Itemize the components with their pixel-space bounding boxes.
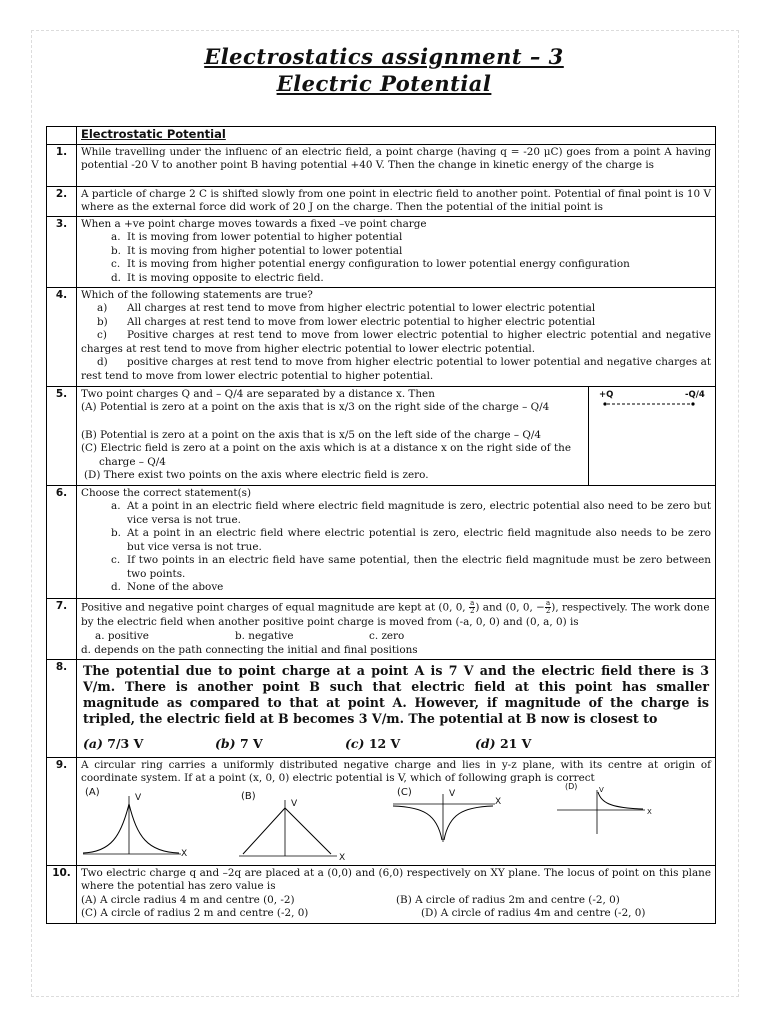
option-item: d. It is moving opposite to electric field. [111,271,324,284]
page-subtitle: Electric Potential [276,71,492,96]
axis-label: V [599,785,604,794]
graph-options [81,781,711,864]
graph-label: (B) [241,790,256,802]
option-item: (B) A circle of radius 2m and centre (-2, 0) [396,893,620,906]
graph-d-plot [549,786,689,864]
option-item: (c) 12 V [345,735,401,751]
question-text: The potential due to point charge at a point A is 7 V and the electric field there is 3 V/m. There is another point B such that electric field at this point has smaller magnitude as compared to that at point A. However, if magnitude of the charge is tripled, the electric field at B becomes 3 V/m. The potential at B now is closest to [83,662,709,726]
option-item: d. depends on the path connecting the initial and final positions [81,643,418,656]
fraction: $\frac{a}{2}$ [545,598,551,615]
graph-a-plot [81,786,231,864]
question-text: Two electric charge q and –2q are placed at a (0,0) and (6,0) respectively on XY plane. The locus of point on this plane where the potential has zero value is [81,866,711,892]
option-item: c. If two points in an electric field have same potential, then the electric field magnitude must be zero between two points. [111,554,711,580]
option-item: (a) 7/3 V [83,735,144,751]
graph-c [383,786,543,864]
option-item: b) All charges at rest tend to move from lower electric potential to higher electric potential [97,315,596,328]
option-item: (B) Potential is zero at a point on the axis that is x/5 on the left side of the charge – Q/4 [81,428,542,441]
option-item: (D) There exist two points on the axis where electric field is zero. [84,469,429,481]
question-row [47,216,716,287]
axis-label: X [647,807,652,816]
option-item: b. It is moving from higher potential to lower potential [111,244,403,257]
axis-label: X [339,852,346,863]
question-number: 7. [47,598,77,659]
option-item: a. At a point in an electric field where electric field magnitude is zero, electric potential also need to be zero but vice versa is not true. [111,500,711,526]
option-item: c. zero [369,630,405,642]
question-number: 4. [47,287,77,386]
question-text: Positive and negative point charges of equal magnitude are kept at (0, 0, $\frac{a}{2}$ ) and (0, 0, − $\frac{a}{2}$ ), respectively. The work done by the electric field when another positive point charge is moved from (-a, 0, 0) and (0, a, 0) is [81,598,710,628]
axis-label: V [291,798,298,809]
fraction: $\frac{a}{2}$ [469,598,475,615]
question-number: 2. [47,186,77,216]
page-title: Electrostatics assignment – 3 [204,44,564,69]
question-number: 8. [47,659,77,757]
q5-figure [589,387,715,485]
graph-label: (C) [397,786,412,798]
section-row [47,127,716,145]
option-item: a. positive [95,630,149,642]
question-row [47,757,716,865]
question-text: A particle of charge 2 C is shifted slowly from one point in electric field to another point. Potential of final point is 10 V where as the external force did work of 20 J on the charge. Then the potential of the initial point is [81,187,711,213]
option-item: b. At a point in an electric field where electric potential is zero, electric field magnitude also needs to be zero but vice versa is not true. [111,527,711,553]
option-item: c) Positive charges at rest tend to move from lower electric potential to higher electric potential and negative charges at rest tend to move from higher electric potential to lower electric potential. [81,329,711,355]
graph-d [549,781,689,864]
question-text: While travelling under the influenc of an electric field, a point charge (having q = -20 μC) goes from a point A having potential -20 V to another point B having potential +40 V. Then the change in kinetic energy of the charge is [81,145,711,171]
axis-label: X [181,848,188,859]
question-row [47,598,716,659]
graph-label: (D) [565,781,578,791]
question-row [47,386,716,485]
option-item: c. It is moving from higher potential energy configuration to lower potential energy configuration [111,258,630,270]
graph-c-plot [383,786,543,864]
option-item: (A) A circle radius 4 m and centre (0, -2) [81,893,295,906]
question-number: 6. [47,485,77,598]
question-row [47,186,716,216]
option-item: (C) A circle of radius 2 m and centre (-2, 0) [81,907,309,919]
option-item: d. None of the above [111,581,224,593]
axis-label: X [495,796,502,807]
question-number: 3. [47,216,77,287]
question-row [47,485,716,598]
question-number: 5. [47,386,77,485]
charge-label: +Q [599,389,614,400]
axis-label: V [135,792,142,803]
axis-label: V [449,788,456,799]
option-item: (d) 21 V [475,735,532,751]
section-heading: Electrostatic Potential [81,127,226,141]
question-text: Choose the correct statement(s) [81,486,252,499]
option-item: (A) Potential is zero at a point on the axis that is x/3 on the right side of the charge – Q/4 [81,401,550,413]
question-row [47,287,716,386]
option-item: (b) 7 V [215,735,263,751]
question-row [47,865,716,923]
question-text: A circular ring carries a uniformly distributed negative charge and lies in y-z plane, with its centre at origin of coordinate system. If at a point (x, 0, 0) electric potential is V, which of following graph is correct [81,758,711,784]
graph-label: (A) [85,786,100,798]
question-text: Two point charges Q and – Q/4 are separated by a distance x. Then [81,387,435,400]
option-item: a. It is moving from lower potential to higher potential [111,231,403,243]
question-row [47,144,716,186]
question-number: 9. [47,757,77,865]
graph-a [81,786,231,864]
questions-table [46,126,716,924]
question-text: When a +ve point charge moves towards a fixed –ve point charge [81,217,427,230]
charges-line [589,387,715,417]
question-text: Which of the following statements are true? [81,288,313,301]
option-item: b. negative [235,630,294,642]
option-item: a) All charges at rest tend to move from higher electric potential to lower electric potential [97,302,596,314]
question-number: 10. [47,865,77,923]
option-item: d) positive charges at rest tend to move from higher electric potential to lower potential and negative charges at rest tend to move from lower electric potential to higher potential. [81,356,711,382]
option-item: (C) Electric field is zero at a point on the axis which is at a distance x on the right side of the charge – Q/4 [81,442,571,468]
charge-label: -Q/4 [685,389,705,400]
graph-b-plot [237,786,377,864]
question-number: 1. [47,144,77,186]
question-row [47,659,716,757]
option-item: (D) A circle of radius 4m and centre (-2, 0) [421,907,646,919]
graph-b [237,786,377,864]
